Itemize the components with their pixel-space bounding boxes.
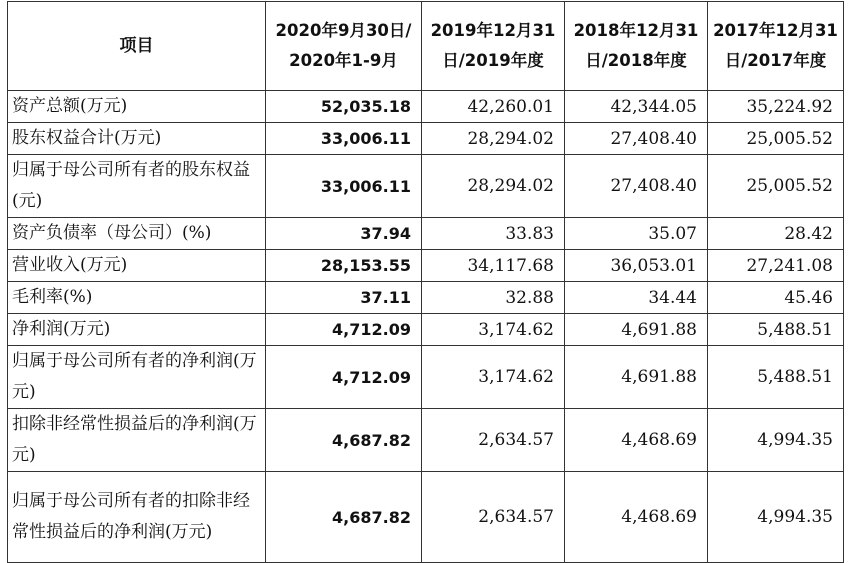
table-row xyxy=(8,346,844,409)
row-label: 股东权益合计(万元) xyxy=(8,123,266,155)
cell-value-2020: 28,153.55 xyxy=(266,250,422,282)
cell-value-2019: 28,294.02 xyxy=(422,155,565,218)
cell-value-2018: 42,344.05 xyxy=(565,91,708,123)
cell-value-2017: 27,241.08 xyxy=(708,250,844,282)
cell-value-2020: 37.94 xyxy=(266,218,422,250)
row-label: 净利润(万元) xyxy=(8,314,266,346)
cell-value-2017: 25,005.52 xyxy=(708,123,844,155)
row-label: 资产负债率（母公司）(%) xyxy=(8,218,266,250)
cell-value-2017: 25,005.52 xyxy=(708,155,844,218)
table-row xyxy=(8,282,844,314)
row-label: 归属于母公司所有者的净利润(万元) xyxy=(8,346,266,409)
cell-value-2018: 4,691.88 xyxy=(565,314,708,346)
cell-value-2019: 3,174.62 xyxy=(422,346,565,409)
cell-value-2018: 4,468.69 xyxy=(565,472,708,563)
cell-value-2017: 5,488.51 xyxy=(708,346,844,409)
cell-value-2017: 45.46 xyxy=(708,282,844,314)
financial-data-table xyxy=(7,1,844,563)
cell-value-2019: 42,260.01 xyxy=(422,91,565,123)
column-header-item: 项目 xyxy=(8,2,266,91)
cell-value-2019: 32.88 xyxy=(422,282,565,314)
cell-value-2020: 4,687.82 xyxy=(266,409,422,472)
cell-value-2019: 33.83 xyxy=(422,218,565,250)
cell-value-2017: 28.42 xyxy=(708,218,844,250)
table-header-row xyxy=(8,2,844,91)
row-label: 资产总额(万元) xyxy=(8,91,266,123)
table-row xyxy=(8,409,844,472)
row-label: 归属于母公司所有者的扣除非经常性损益后的净利润(万元) xyxy=(8,472,266,563)
column-header-2020-q3: 2020年9月30日/2020年1-9月 xyxy=(266,2,422,91)
cell-value-2020: 33,006.11 xyxy=(266,123,422,155)
cell-value-2017: 4,994.35 xyxy=(708,472,844,563)
table-row xyxy=(8,91,844,123)
cell-value-2020: 4,712.09 xyxy=(266,314,422,346)
table-row xyxy=(8,123,844,155)
cell-value-2019: 28,294.02 xyxy=(422,123,565,155)
cell-value-2019: 2,634.57 xyxy=(422,409,565,472)
cell-value-2018: 36,053.01 xyxy=(565,250,708,282)
cell-value-2019: 34,117.68 xyxy=(422,250,565,282)
cell-value-2018: 4,468.69 xyxy=(565,409,708,472)
cell-value-2019: 2,634.57 xyxy=(422,472,565,563)
table-row xyxy=(8,472,844,563)
financial-table-container xyxy=(7,1,844,563)
column-header-2019: 2019年12月31日/2019年度 xyxy=(422,2,565,91)
cell-value-2020: 4,687.82 xyxy=(266,472,422,563)
column-header-2017: 2017年12月31日/2017年度 xyxy=(708,2,844,91)
cell-value-2018: 27,408.40 xyxy=(565,155,708,218)
cell-value-2020: 33,006.11 xyxy=(266,155,422,218)
row-label: 营业收入(万元) xyxy=(8,250,266,282)
cell-value-2020: 37.11 xyxy=(266,282,422,314)
table-row xyxy=(8,250,844,282)
cell-value-2017: 35,224.92 xyxy=(708,91,844,123)
table-row xyxy=(8,218,844,250)
row-label: 毛利率(%) xyxy=(8,282,266,314)
column-header-2018: 2018年12月31日/2018年度 xyxy=(565,2,708,91)
table-row xyxy=(8,314,844,346)
cell-value-2017: 5,488.51 xyxy=(708,314,844,346)
cell-value-2018: 34.44 xyxy=(565,282,708,314)
cell-value-2019: 3,174.62 xyxy=(422,314,565,346)
cell-value-2020: 4,712.09 xyxy=(266,346,422,409)
cell-value-2018: 27,408.40 xyxy=(565,123,708,155)
row-label: 归属于母公司所有者的股东权益(元) xyxy=(8,155,266,218)
cell-value-2017: 4,994.35 xyxy=(708,409,844,472)
cell-value-2020: 52,035.18 xyxy=(266,91,422,123)
cell-value-2018: 4,691.88 xyxy=(565,346,708,409)
table-row xyxy=(8,155,844,218)
cell-value-2018: 35.07 xyxy=(565,218,708,250)
row-label: 扣除非经常性损益后的净利润(万元) xyxy=(8,409,266,472)
